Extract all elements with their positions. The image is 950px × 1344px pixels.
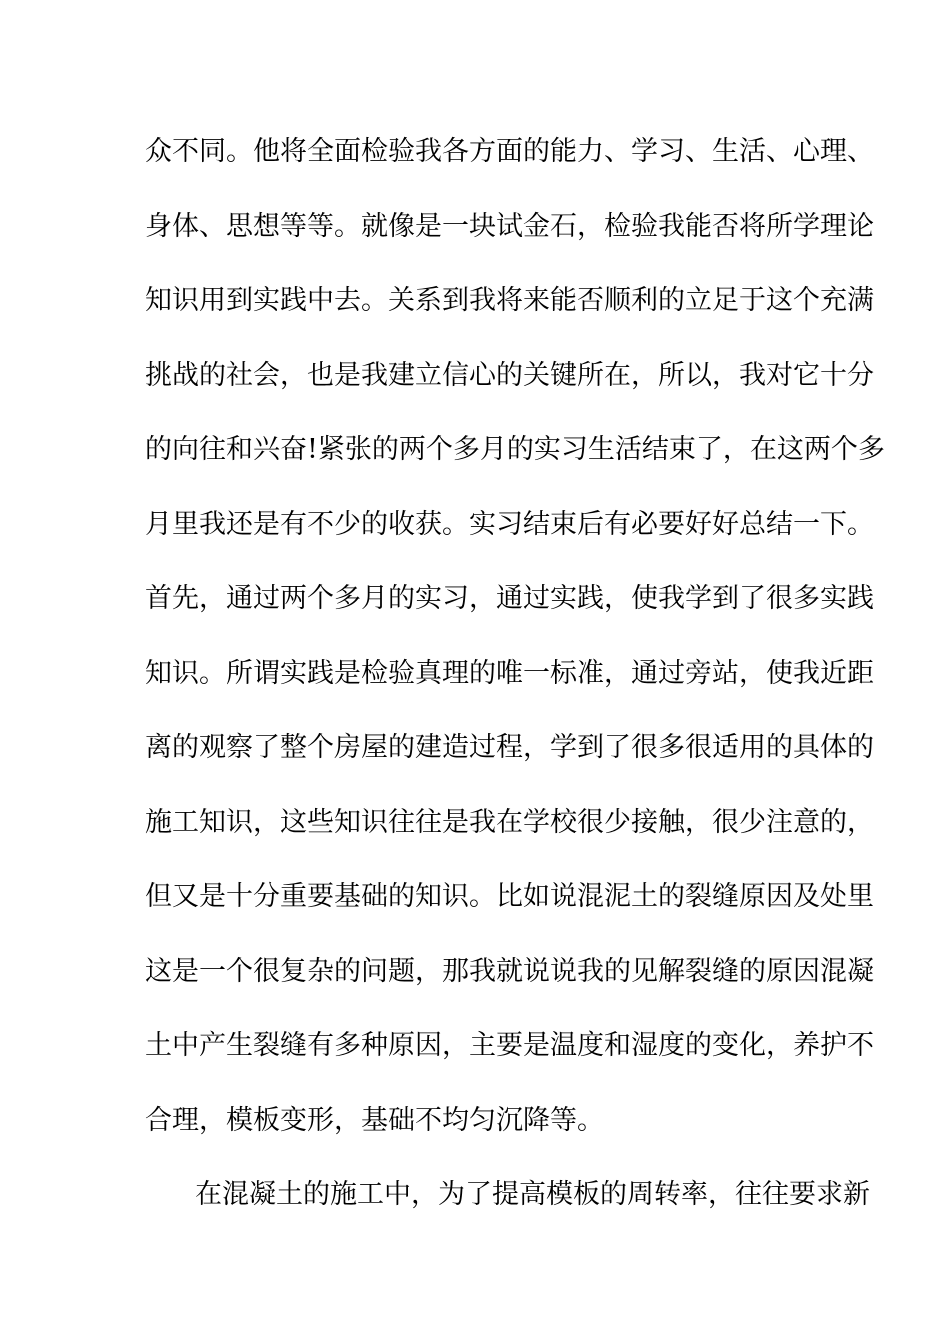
text-line: 众不同。他将全面检验我各方面的能力、学习、生活、心理、 — [145, 136, 874, 167]
text-line: 施工知识，这些知识往往是我在学校很少接触，很少注意的， — [145, 806, 874, 838]
text-line: 这是一个很复杂的问题，那我就说说我的见解裂缝的原因混凝 — [145, 955, 874, 987]
text-line: 离的观察了整个房屋的建造过程，学到了很多很适用的具体的 — [145, 732, 874, 763]
text-line: 月里我还是有不少的收获。实习结束后有必要好好总结一下。 — [145, 508, 874, 540]
paragraph-end-line: 合理，模板变形，基础不均匀沉降等。 — [145, 1104, 604, 1136]
text-line: 身体、思想等等。就像是一块试金石，检验我能否将所学理论 — [145, 210, 874, 242]
text-line: 知识。所谓实践是检验真理的唯一标准，通过旁站，使我近距 — [145, 657, 874, 689]
text-line: 挑战的社会，也是我建立信心的关键所在，所以，我对它十分 — [145, 359, 874, 391]
text-line: 知识用到实践中去。关系到我将来能否顺利的立足于这个充满 — [145, 285, 874, 316]
text-line: 首先，通过两个多月的实习，通过实践，使我学到了很多实践 — [145, 583, 874, 614]
paragraph-start-line: 在混凝土的施工中，为了提高模板的周转率，往往要求新 — [195, 1179, 870, 1210]
text-line: 但又是十分重要基础的知识。比如说混泥土的裂缝原因及处里 — [145, 881, 874, 912]
text-line: 土中产生裂缝有多种原因，主要是温度和湿度的变化，养护不 — [145, 1030, 874, 1061]
body-text — [145, 130, 885, 1248]
text-line: 的向往和兴奋!紧张的两个多月的实习生活结束了，在这两个多 — [145, 434, 885, 465]
